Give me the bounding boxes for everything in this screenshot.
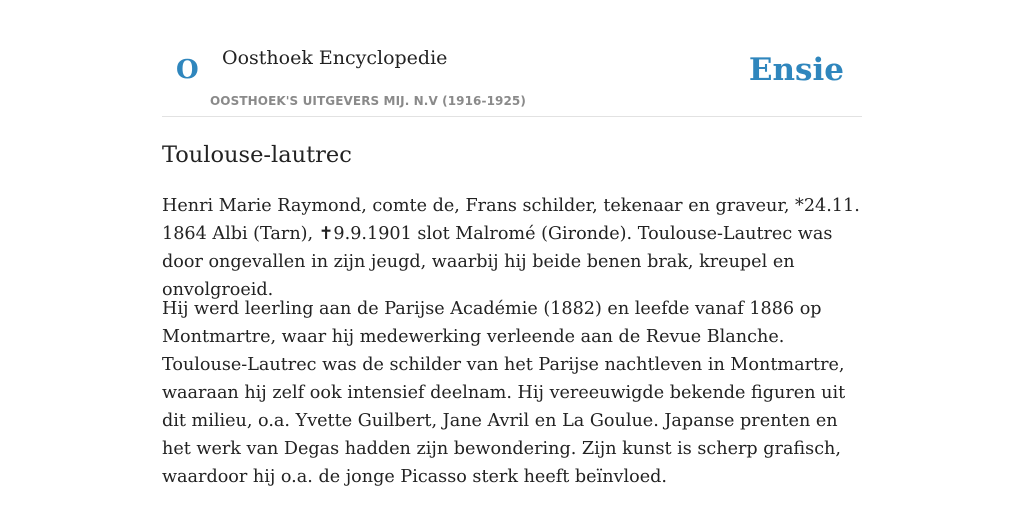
article-paragraph: Hij werd leerling aan de Parijse Académie (1882) en leefde vanaf 1886 op Montmartre, waar hij medewerking verleende aan de Revue Blanche. Toulouse-Lautrec was de schilder van het Parijse nachtleven in Montmartre, waaraan hij zelf ook intensief deelnam. Hij vereeuwigde bekende figuren uit dit milieu, o.a. Yvette Guilbert, Jane Avril en La Goulue. Japanse prenten en het werk van Degas hadden zijn bewondering. Zijn kunst is scherp grafisch, waardoor hij o.a. de jonge Picasso sterk heeft beïnvloed. — [162, 299, 846, 487]
article-title: Toulouse-lautrec — [162, 142, 352, 168]
site-header — [162, 0, 862, 117]
brand-logo[interactable]: Ensie — [748, 52, 844, 88]
site-logo[interactable]: O — [176, 55, 199, 85]
article-paragraph: Henri Marie Raymond, comte de, Frans schilder, tekenaar en graveur, *24.11. 1864 Albi (Tarn), ✝9.9.1901 slot Malromé (Gironde). Toulouse-Lautrec was door ongevallen in zijn jeugd, waarbij hij beide benen brak, kreupel en onvolgroeid. — [162, 196, 860, 300]
site-title[interactable]: Oosthoek Encyclopedie — [222, 47, 448, 69]
publisher-subtitle: OOSTHOEK'S UITGEVERS MIJ. N.V (1916-1925) — [210, 94, 526, 108]
